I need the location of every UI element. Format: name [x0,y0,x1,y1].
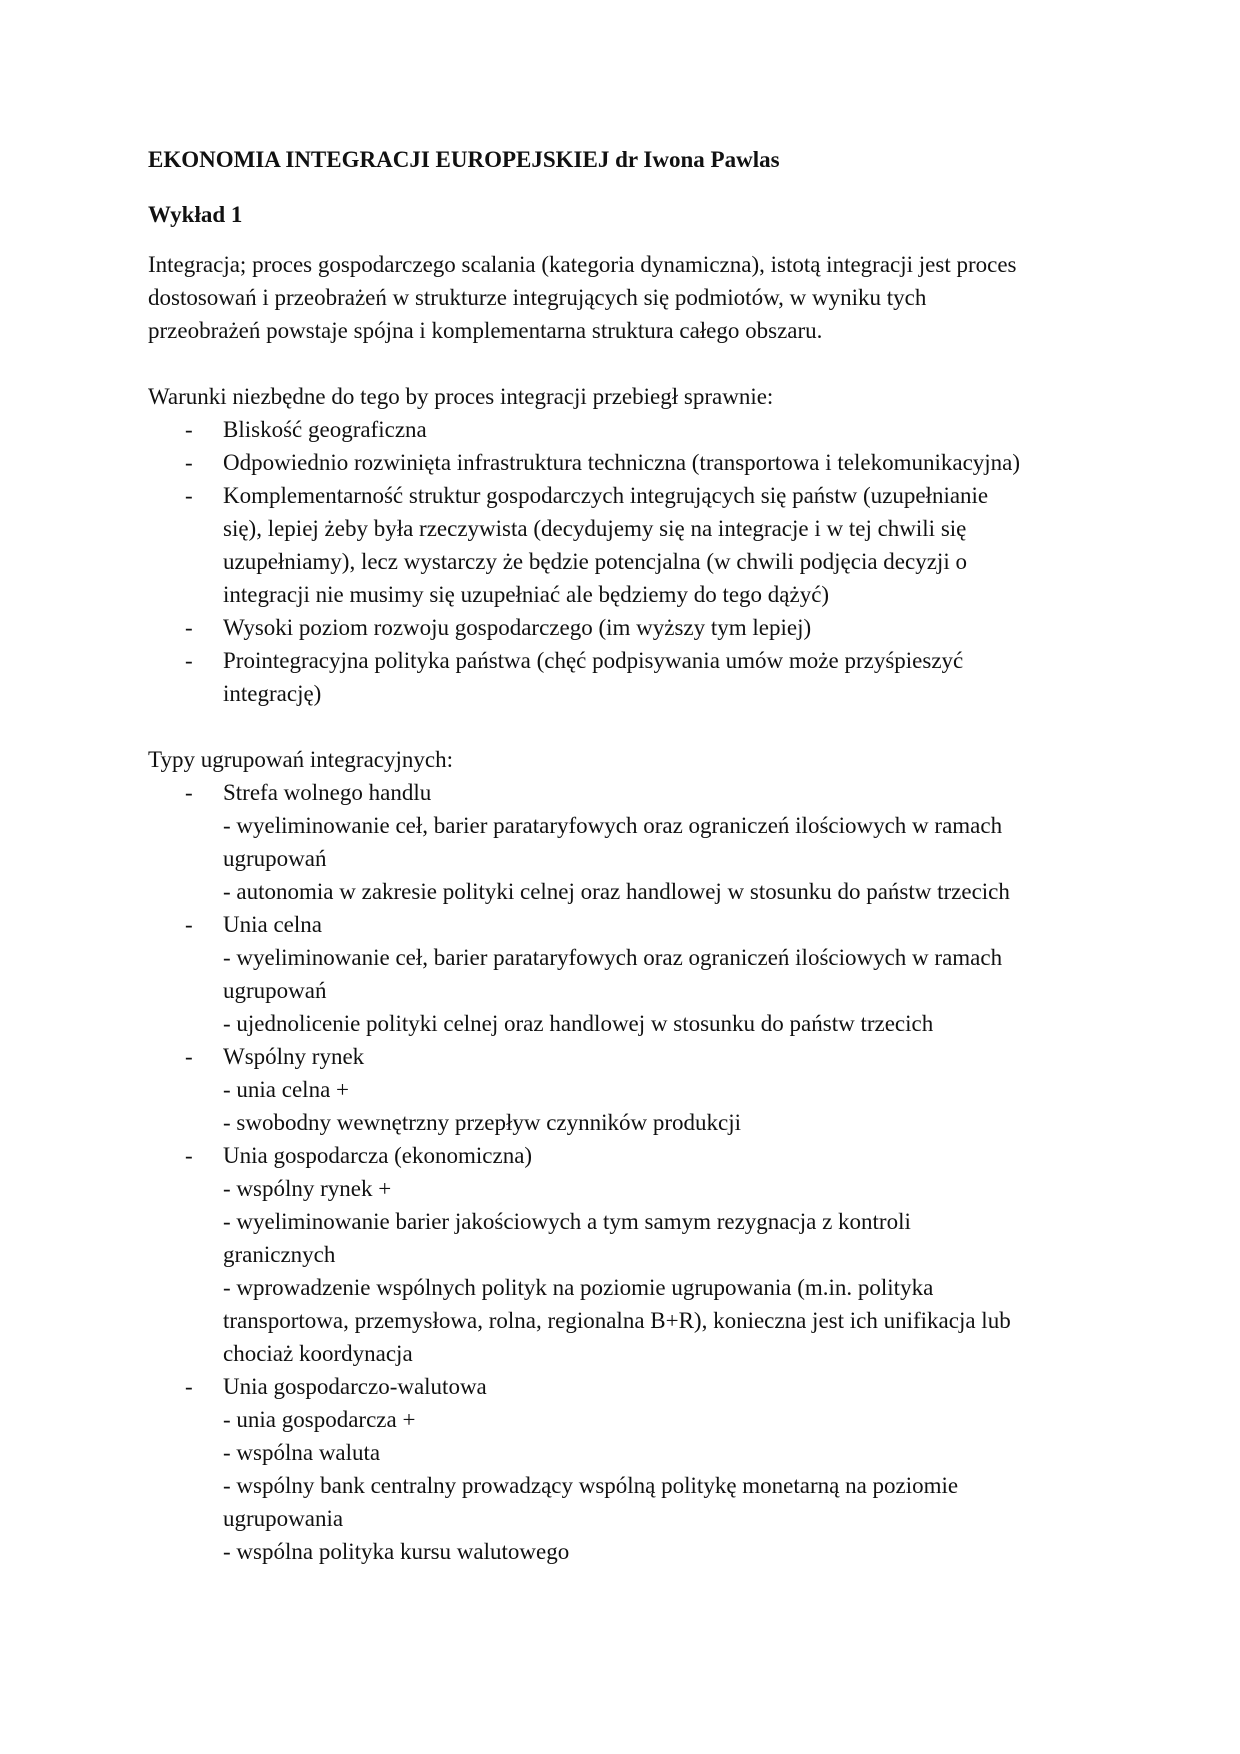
type-detail-line: - ujednolicenie polityki celnej oraz handlowej w stosunku do państw trzecich [223,1011,934,1036]
type-detail-line: - wspólny rynek + [223,1176,392,1201]
bullet-dash: - [185,1044,193,1069]
type-detail-line: - wyeliminowanie ceł, barier parataryfowych oraz ograniczeń ilościowych w ramach [223,813,1003,838]
paragraph-line: dostosowań i przeobrażeń w strukturze integrujących się podmiotów, w wyniku tych [148,285,927,310]
type-detail-line: transportowa, przemysłowa, rolna, regionalna B+R), konieczna jest ich unifikacja lub [223,1308,1011,1333]
type-name: Unia celna [223,912,322,937]
list-item [148,479,1108,611]
document-page [148,145,1108,1568]
definition-paragraph [148,248,1108,347]
paragraph-line: Integracja; proces gospodarczego scalania (kategoria dynamiczna), istotą integracji jest proces [148,252,1017,277]
list-item [148,611,1108,644]
item-line: Bliskość geograficzna [223,417,427,442]
item-line: Prointegracyjna polityka państwa (chęć podpisywania umów może przyśpieszyć [223,648,964,673]
types-list [148,776,1108,1568]
type-name: Wspólny rynek [223,1044,365,1069]
bullet-dash: - [185,780,193,805]
list-item [148,1139,1108,1370]
type-name: Unia gospodarcza (ekonomiczna) [223,1143,533,1168]
bullet-dash: - [185,483,193,508]
bullet-dash: - [185,648,193,673]
type-detail-line: - wprowadzenie wspólnych polityk na poziomie ugrupowania (m.in. polityka [223,1275,934,1300]
type-detail-line: - wyeliminowanie barier jakościowych a tym samym rezygnacja z kontroli [223,1209,911,1234]
list-item [148,413,1108,446]
list-item [148,446,1108,479]
bullet-dash: - [185,615,193,640]
type-detail-line: - unia gospodarcza + [223,1407,416,1432]
conditions-intro: Warunki niezbędne do tego by proces integracji przebiegł sprawnie: [148,384,774,409]
type-detail-line: - wspólna waluta [223,1440,381,1465]
list-item [148,908,1108,1040]
item-line: Komplementarność struktur gospodarczych integrujących się państw (uzupełnianie [223,483,989,508]
conditions-list [148,413,1108,710]
type-detail-line: ugrupowań [223,846,327,871]
type-detail-line: - wspólny bank centralny prowadzący wspólną politykę monetarną na poziomie [223,1473,959,1498]
list-item [148,1040,1108,1139]
type-detail-line: - unia celna + [223,1077,349,1102]
type-detail-line: ugrupowania [223,1506,344,1531]
type-detail-line: granicznych [223,1242,336,1267]
item-line: Wysoki poziom rozwoju gospodarczego (im wyższy tym lepiej) [223,615,812,640]
types-intro: Typy ugrupowań integracyjnych: [148,747,453,772]
paragraph-line: przeobrażeń powstaje spójna i komplementarna struktura całego obszaru. [148,318,823,343]
list-item [148,776,1108,908]
bullet-dash: - [185,417,193,442]
type-detail-line: - wspólna polityka kursu walutowego [223,1539,570,1564]
item-line: integracji nie musimy się uzupełniać ale będziemy do tego dążyć) [223,582,830,607]
lecture-heading: Wykład 1 [148,202,243,227]
item-line: się), lepiej żeby była rzeczywista (decydujemy się na integracje i w tej chwili się [223,516,967,541]
item-line: Odpowiednio rozwinięta infrastruktura techniczna (transportowa i telekomunikacyjna) [223,450,1021,475]
type-detail-line: chociaż koordynacja [223,1341,413,1366]
list-item [148,1370,1108,1568]
type-detail-line: - wyeliminowanie ceł, barier parataryfowych oraz ograniczeń ilościowych w ramach [223,945,1003,970]
bullet-dash: - [185,1374,193,1399]
bullet-dash: - [185,450,193,475]
type-detail-line: - autonomia w zakresie polityki celnej oraz handlowej w stosunku do państw trzecich [223,879,1010,904]
bullet-dash: - [185,1143,193,1168]
type-name: Unia gospodarczo-walutowa [223,1374,487,1399]
item-line: uzupełniamy), lecz wystarczy że będzie potencjalna (w chwili podjęcia decyzji o [223,549,967,574]
bullet-dash: - [185,912,193,937]
type-detail-line: ugrupowań [223,978,327,1003]
document-title: EKONOMIA INTEGRACJI EUROPEJSKIEJ dr Iwona Pawlas [148,147,780,172]
type-name: Strefa wolnego handlu [223,780,432,805]
list-item [148,644,1108,710]
type-detail-line: - swobodny wewnętrzny przepływ czynników produkcji [223,1110,742,1135]
item-line: integrację) [223,681,322,706]
